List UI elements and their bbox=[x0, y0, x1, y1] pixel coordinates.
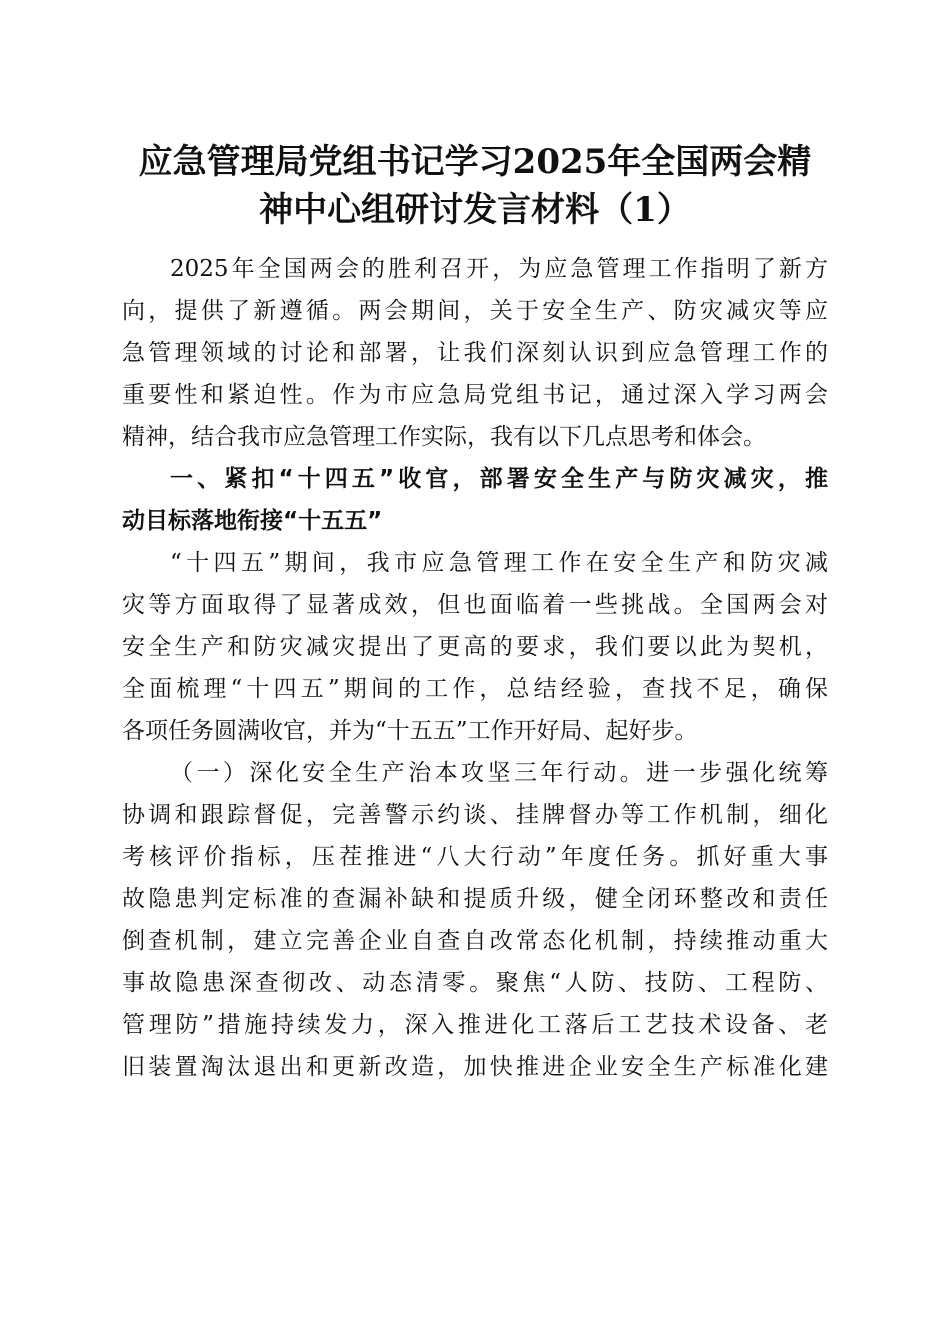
paragraph-line: （一）深化安全生产治本攻坚三年行动。进一步强化统筹 bbox=[170, 760, 828, 786]
paragraph-line: 2025年全国两会的胜利召开，为应急管理工作指明了新方 bbox=[170, 256, 828, 282]
paragraph-line: 灾等方面取得了显著成效，但也面临着一些挑战。全国两会对 bbox=[122, 592, 828, 618]
paragraph-line: 考核评价指标，压茬推进“八大行动”年度任务。抓好重大事 bbox=[122, 844, 828, 870]
section-heading-line: 一、紧扣“十四五”收官，部署安全生产与防灾减灾，推 bbox=[170, 466, 828, 492]
paragraph-line: 各项任务圆满收官，并为“十五五”工作开好局、起好步。 bbox=[122, 718, 698, 744]
paragraph-line: 事故隐患深查彻改、动态清零。聚焦“人防、技防、工程防、 bbox=[122, 970, 828, 996]
paragraph-line: 重要性和紧迫性。作为市应急局党组书记，通过深入学习两会 bbox=[122, 382, 828, 408]
title-line: 神中心组研讨发言材料（1） bbox=[259, 190, 691, 230]
section-heading-line: 动目标落地衔接“十五五” bbox=[122, 508, 383, 534]
paragraph-line: 全面梳理“十四五”期间的工作，总结经验，查找不足，确保 bbox=[122, 676, 828, 702]
paragraph-line: 协调和跟踪督促，完善警示约谈、挂牌督办等工作机制，细化 bbox=[122, 802, 828, 828]
paragraph-line: 急管理领域的讨论和部署，让我们深刻认识到应急管理工作的 bbox=[122, 340, 828, 366]
document-body bbox=[122, 248, 828, 1088]
paragraph-line: “十四五”期间，我市应急管理工作在安全生产和防灾减 bbox=[170, 550, 828, 576]
paragraph-line: 故隐患判定标准的查漏补缺和提质升级，健全闭环整改和责任 bbox=[122, 886, 828, 912]
paragraph-line: 旧装置淘汰退出和更新改造，加快推进企业安全生产标准化建 bbox=[122, 1054, 828, 1080]
paragraph-line: 倒查机制，建立完善企业自查自改常态化机制，持续推动重大 bbox=[122, 928, 828, 954]
paragraph-line: 安全生产和防灾减灾提出了更高的要求，我们要以此为契机， bbox=[122, 634, 828, 660]
paragraph-line: 精神，结合我市应急管理工作实际，我有以下几点思考和体会。 bbox=[122, 424, 766, 450]
document-title bbox=[100, 138, 850, 234]
title-line: 应急管理局党组书记学习2025年全国两会精 bbox=[138, 142, 812, 182]
paragraph-line: 向，提供了新遵循。两会期间，关于安全生产、防灾减灾等应 bbox=[122, 298, 828, 324]
paragraph-line: 管理防”措施持续发力，深入推进化工落后工艺技术设备、老 bbox=[122, 1012, 828, 1038]
